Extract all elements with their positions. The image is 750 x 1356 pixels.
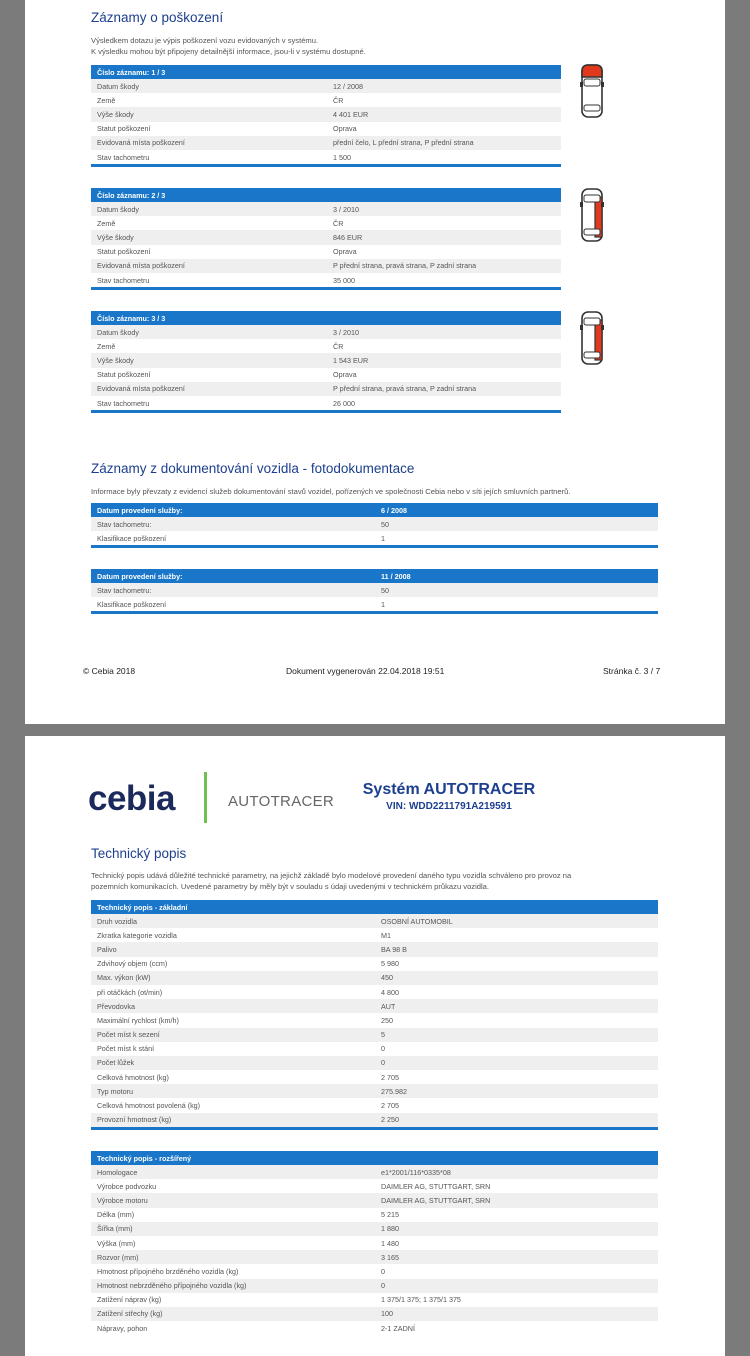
table-row: Počet míst k sezení 5: [91, 1028, 658, 1042]
footer-copyright: © Cebia 2018: [83, 666, 136, 676]
table-row: Celková hmotnost (kg) 2 705: [97, 1072, 399, 1082]
table-row: Stav tachometru 26 000: [97, 398, 355, 408]
photo-record-header: Datum provedení služby: 6 / 2008: [91, 503, 658, 517]
table-row: Šířka (mm) 1 880: [91, 1222, 658, 1236]
table-row: Převodovka AUT: [91, 999, 658, 1013]
table-row: Počet míst k stání 0: [97, 1044, 385, 1054]
table-row: Celková hmotnost povolená (kg) 2 705: [97, 1101, 399, 1111]
table-bottom-rule: [91, 611, 658, 614]
table-row: Datum škody 3 / 2010: [91, 202, 561, 216]
table-row: Zatížení náprav (kg) 1 375/1 375; 1 375/1 375: [97, 1295, 461, 1305]
table-row: Výše škody 1 543 EUR: [91, 353, 561, 367]
table-row: Výška (mm) 1 480: [97, 1238, 399, 1248]
photo-section-intro: Informace byly převzaty z evidencí služeb dokumentování stavů vozidel, pořízených ve společnosti Cebia nebo v síti jejích smluvních partnerů.: [91, 487, 571, 496]
table-row: Výrobce motoru DAIMLER AG, STUTTGART, SRN: [91, 1193, 658, 1207]
table-row: Země ČR: [97, 95, 344, 105]
tech-section-intro: Technický popis udává důležité technické parametry, na jejichž základě bylo modelové provedení daného typu vozidla schváleno pro provoz na pozemních komunikacích. Uvedené parametry by měly být v souladu s údaji uvedenými v technickém průkazu vozidla.: [91, 871, 572, 891]
car-damage-sides-icon: [580, 187, 604, 243]
table-bottom-rule: [91, 410, 561, 413]
table-row: Země ČR: [97, 218, 344, 228]
table-row: Druh vozidla OSOBNÍ AUTOMOBIL: [91, 914, 658, 928]
table-bottom-rule: [91, 545, 658, 548]
table-row: Výše škody 846 EUR: [91, 230, 561, 244]
photo-section-title: Záznamy z dokumentování vozidla - fotodokumentace: [91, 461, 415, 476]
table-row: Délka (mm) 5 215: [97, 1210, 399, 1220]
table-bottom-rule: [91, 164, 561, 167]
table-row: Statut poškození Oprava: [97, 124, 357, 134]
table-row: Statut poškození Oprava: [97, 247, 357, 257]
report-page-4: [25, 736, 725, 1356]
footer-page-number: Stránka č. 3 / 7: [603, 666, 661, 676]
table-row: Rozvor (mm) 3 165: [91, 1250, 658, 1264]
damage-section-intro: Výsledkem dotazu je výpis poškození vozu evidovaných v systému. K výsledku mohou být připojeny detailnější informace, jsou-li v systému dostupné.: [91, 36, 366, 56]
table-row: Evidovaná místa poškození přední čelo, L přední strana, P přední strana: [91, 136, 561, 150]
table-row: Zdvihový objem (ccm) 5 980: [97, 959, 399, 969]
damage-record-header: Číslo záznamu: 3 / 3: [91, 311, 561, 325]
table-row: Nápravy, pohon 2-1 ZADNÍ: [97, 1323, 415, 1333]
table-row: Datum škody 12 / 2008: [91, 79, 561, 93]
footer-generated-date: Dokument vygenerován 22.04.2018 19:51: [286, 666, 445, 676]
photo-record-table-2: [91, 569, 658, 614]
table-bottom-rule: [91, 287, 561, 290]
car-damage-sides-icon: [580, 310, 604, 366]
product-name: AUTOTRACER: [228, 793, 335, 810]
table-row: Klasifikace poškození 1: [97, 533, 385, 543]
damage-record-table-1: [91, 65, 561, 167]
logo-divider: [204, 772, 207, 823]
table-row: Provozní hmotnost (kg) 2 250: [91, 1113, 658, 1127]
report-page-3: [25, 0, 725, 724]
damage-record-table-2: [91, 188, 561, 290]
table-row: Hmotnost přípojného brzděného vozidla (kg) 0: [97, 1266, 385, 1276]
system-title: Systém AUTOTRACER: [362, 781, 536, 798]
table-row: Datum škody 3 / 2010: [91, 325, 561, 339]
tech-extended-header: Technický popis - rozšířený: [91, 1151, 658, 1165]
table-row: Statut poškození Oprava: [97, 370, 357, 380]
cebia-logo: cebia: [88, 779, 175, 818]
table-row: Země ČR: [97, 341, 344, 351]
tech-basic-header: Technický popis - základní: [91, 900, 658, 914]
table-row: Maximální rychlost (km/h) 250: [97, 1015, 393, 1025]
table-row: Výše škody 4 401 EUR: [91, 107, 561, 121]
damage-record-header: Číslo záznamu: 2 / 3: [91, 188, 561, 202]
vin-number: VIN: WDD2211791A219591: [386, 801, 512, 812]
table-row: Stav tachometru 1 500: [97, 152, 351, 162]
table-row: Výrobce podvozku DAIMLER AG, STUTTGART, SRN: [97, 1181, 491, 1191]
table-row: Stav tachometru 35 000: [97, 275, 355, 285]
table-row: Klasifikace poškození 1: [97, 599, 385, 609]
damage-section-title: Záznamy o poškození: [91, 10, 224, 25]
tech-extended-table: [91, 1151, 658, 1335]
table-row: Palivo BA 98 B: [91, 942, 658, 956]
car-damage-front-icon: [580, 63, 604, 119]
damage-record-header: Číslo záznamu: 1 / 3: [91, 65, 561, 79]
damage-record-table-3: [91, 311, 561, 413]
table-row: Evidovaná místa poškození P přední strana, pravá strana, P zadní strana: [91, 259, 561, 273]
tech-basic-table: [91, 900, 658, 1130]
tech-section-title: Technický popis: [91, 846, 187, 861]
table-row: Max. výkon (kW) 450: [91, 971, 658, 985]
table-row: Typ motoru 275.982: [91, 1084, 658, 1098]
table-row: Hmotnost nebrzděného přípojného vozidla (kg) 0: [91, 1279, 658, 1293]
table-row: Stav tachometru: 50: [91, 517, 658, 531]
table-row: Počet lůžek 0: [91, 1056, 658, 1070]
photo-record-table-1: [91, 503, 658, 548]
photo-record-header: Datum provedení služby: 11 / 2008: [91, 569, 658, 583]
table-row: Evidovaná místa poškození P přední strana, pravá strana, P zadní strana: [91, 382, 561, 396]
table-bottom-rule: [91, 1127, 658, 1130]
table-row: při otáčkách (ot/min) 4 800: [97, 987, 399, 997]
table-row: Zatížení střechy (kg) 100: [91, 1307, 658, 1321]
table-row: Zkratka kategorie vozidla M1: [97, 930, 391, 940]
table-row: Homologace e1*2001/116*0335*08: [91, 1165, 658, 1179]
table-row: Stav tachometru: 50: [91, 583, 658, 597]
